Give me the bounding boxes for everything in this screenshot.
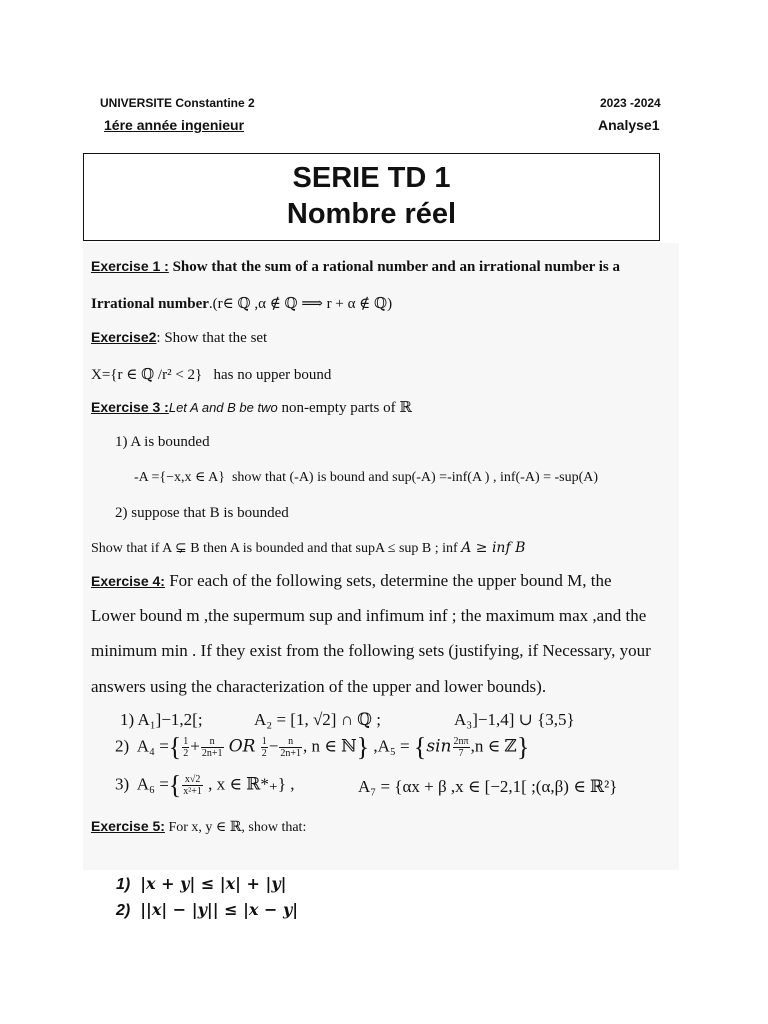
- ex4-sets-row-2: 2) A₄ ={ $\frac{1}{2}$ + $\frac{n}{2n+1}$ OR $\frac{1}{2}$ − $\frac{n}{2n+1}$ , n ∈ ℕ} ,A₅ = {sin $\frac{2n\pi}{7}$ ,n ∈ ℤ}: [115, 732, 530, 762]
- ex5-item-1: [116, 874, 286, 894]
- a4-frac-4: $\frac{n}{2n+1}$: [280, 736, 301, 759]
- ex3-intro-rest: non-empty parts of ℝ: [277, 400, 412, 416]
- ex5-label: Exercise 5:: [91, 818, 165, 834]
- a5-frac: $\frac{2n\pi}{7}$: [453, 736, 469, 759]
- ex3-item-1-detail: [134, 469, 598, 486]
- ex1-text-1: Show that the sum of a rational number and an irrational number is a: [168, 259, 621, 275]
- a4-or: OR: [228, 736, 256, 757]
- open-brace-icon: {: [413, 732, 427, 762]
- ex2-text-1: : Show that the set: [156, 330, 268, 346]
- ex2-line-2: [91, 365, 331, 384]
- ex3-item-1-set: -A ={−x,x ∈ A}: [134, 470, 225, 485]
- year-level-text: 1ére année ingenieur: [104, 117, 245, 133]
- close-brace-icon: }: [356, 732, 370, 762]
- ex4-row2-num: 2): [115, 736, 130, 756]
- ex3-label: Exercise 3 :: [91, 399, 169, 415]
- ex5-item-2-num: 2): [116, 902, 131, 919]
- a4-frac-1: $\frac{1}{2}$: [183, 736, 189, 759]
- ex1-text-2a: Irrational number: [91, 296, 209, 312]
- ex4-a6-lhs: A₆ =: [136, 774, 169, 794]
- title-box: [83, 153, 660, 241]
- ex4-text-1: For each of the following sets, determine the upper bound M, the: [164, 571, 612, 590]
- ex4-sets-row-1: [120, 710, 203, 730]
- ex3-intro-italic: Let A and B be two: [168, 400, 278, 415]
- a5-sin: sin: [426, 736, 452, 757]
- ex4-set-a7: A₇ = {αx + β ,x ∈ [−2,1[ ;(α,β) ∈ ℝ²}: [358, 777, 618, 796]
- ex5-item-1-text: |x + y| ≤ |x| + |y|: [140, 874, 287, 893]
- ex5-item-1-num: 1): [116, 876, 131, 893]
- ex2-set: X={r ∈ ℚ /r² < 2}: [91, 367, 203, 383]
- open-brace-icon: {: [168, 732, 182, 762]
- ex5-text: For x, y ∈ ℝ, show that:: [164, 820, 307, 835]
- ex4-a5-lhs: ,A₅ =: [373, 736, 410, 756]
- ex3-item-2: 2) suppose that B is bounded: [115, 505, 289, 521]
- ex4-line-3: minimum min . If they exist from the following sets (justifying, if Necessary, your: [91, 641, 651, 660]
- title-line-2: Nombre réel: [286, 198, 457, 230]
- ex3-item-2-detail: [91, 540, 525, 557]
- ex4-line-4: answers using the characterization of the upper and lower bounds).: [91, 677, 547, 696]
- ex4-set-a1: 1) A₁]−1,2[;: [120, 710, 203, 729]
- a4-frac-3: $\frac{1}{2}$: [261, 736, 267, 759]
- ex5-line: [91, 818, 306, 836]
- ex3-item-2-text: Show that if A ⊊ B then A is bounded and that supA ≤ sup B ; inf: [91, 541, 462, 556]
- ex3-line-1: [91, 398, 412, 417]
- ex3-item-1: 1) A is bounded: [115, 434, 210, 450]
- ex1-line-2: [91, 294, 392, 313]
- ex5-item-2: [116, 900, 298, 920]
- ex1-text-2b: .(r∈ ℚ ,α ∉ ℚ ⟹ r + α ∉ ℚ): [208, 296, 393, 312]
- ex4-line-2: Lower bound m ,the supermum sup and infimum inf ; the maximum max ,and the: [91, 606, 647, 625]
- ex4-line-1: [91, 571, 612, 591]
- ex2-label: Exercise2: [91, 329, 157, 345]
- ex5-item-2-text: ||x| − |y|| ≤ |x − y|: [140, 900, 299, 919]
- title-line-1: SERIE TD 1: [292, 162, 451, 194]
- ex3-item-2-ineq: A ≥ inf B: [461, 540, 526, 556]
- a6-tail: , x ∈ ℝ*₊} ,: [208, 774, 295, 794]
- a4-tail: , n ∈ ℕ: [302, 736, 357, 756]
- a5-tail: ,n ∈ ℤ: [470, 736, 517, 756]
- close-brace-icon: }: [516, 732, 530, 762]
- university-name: UNIVERSITE Constantine 2: [100, 96, 255, 110]
- course-name: Analyse1: [598, 117, 660, 133]
- ex2-text-2: has no upper bound: [213, 367, 332, 383]
- a6-frac: $\frac{x√2}{\text{x²+1}}$: [183, 774, 202, 797]
- ex4-label: Exercise 4:: [91, 573, 165, 589]
- open-brace-icon: {: [168, 770, 182, 800]
- ex4-set-a3: A₃]−1,4] ∪ {3,5}: [454, 710, 575, 729]
- ex4-sets-row-3: [115, 770, 295, 800]
- year-level: [104, 117, 244, 133]
- ex4-row3-num: 3): [115, 774, 130, 794]
- ex4-a4-lhs: A₄ =: [136, 736, 169, 756]
- ex1-label: Exercise 1 :: [91, 258, 169, 274]
- ex2-line-1: [91, 329, 267, 347]
- a4-frac-2: $\frac{n}{2n+1}$: [201, 736, 223, 759]
- ex1-line-1: [91, 258, 620, 276]
- ex4-set-a2: A₂ = [1, √2] ∩ ℚ ;: [254, 710, 382, 729]
- ex3-item-1-text: show that (-A) is bound and sup(-A) =-inf(A ) , inf(-A) = -sup(A): [231, 470, 599, 485]
- academic-year: 2023 -2024: [600, 96, 661, 110]
